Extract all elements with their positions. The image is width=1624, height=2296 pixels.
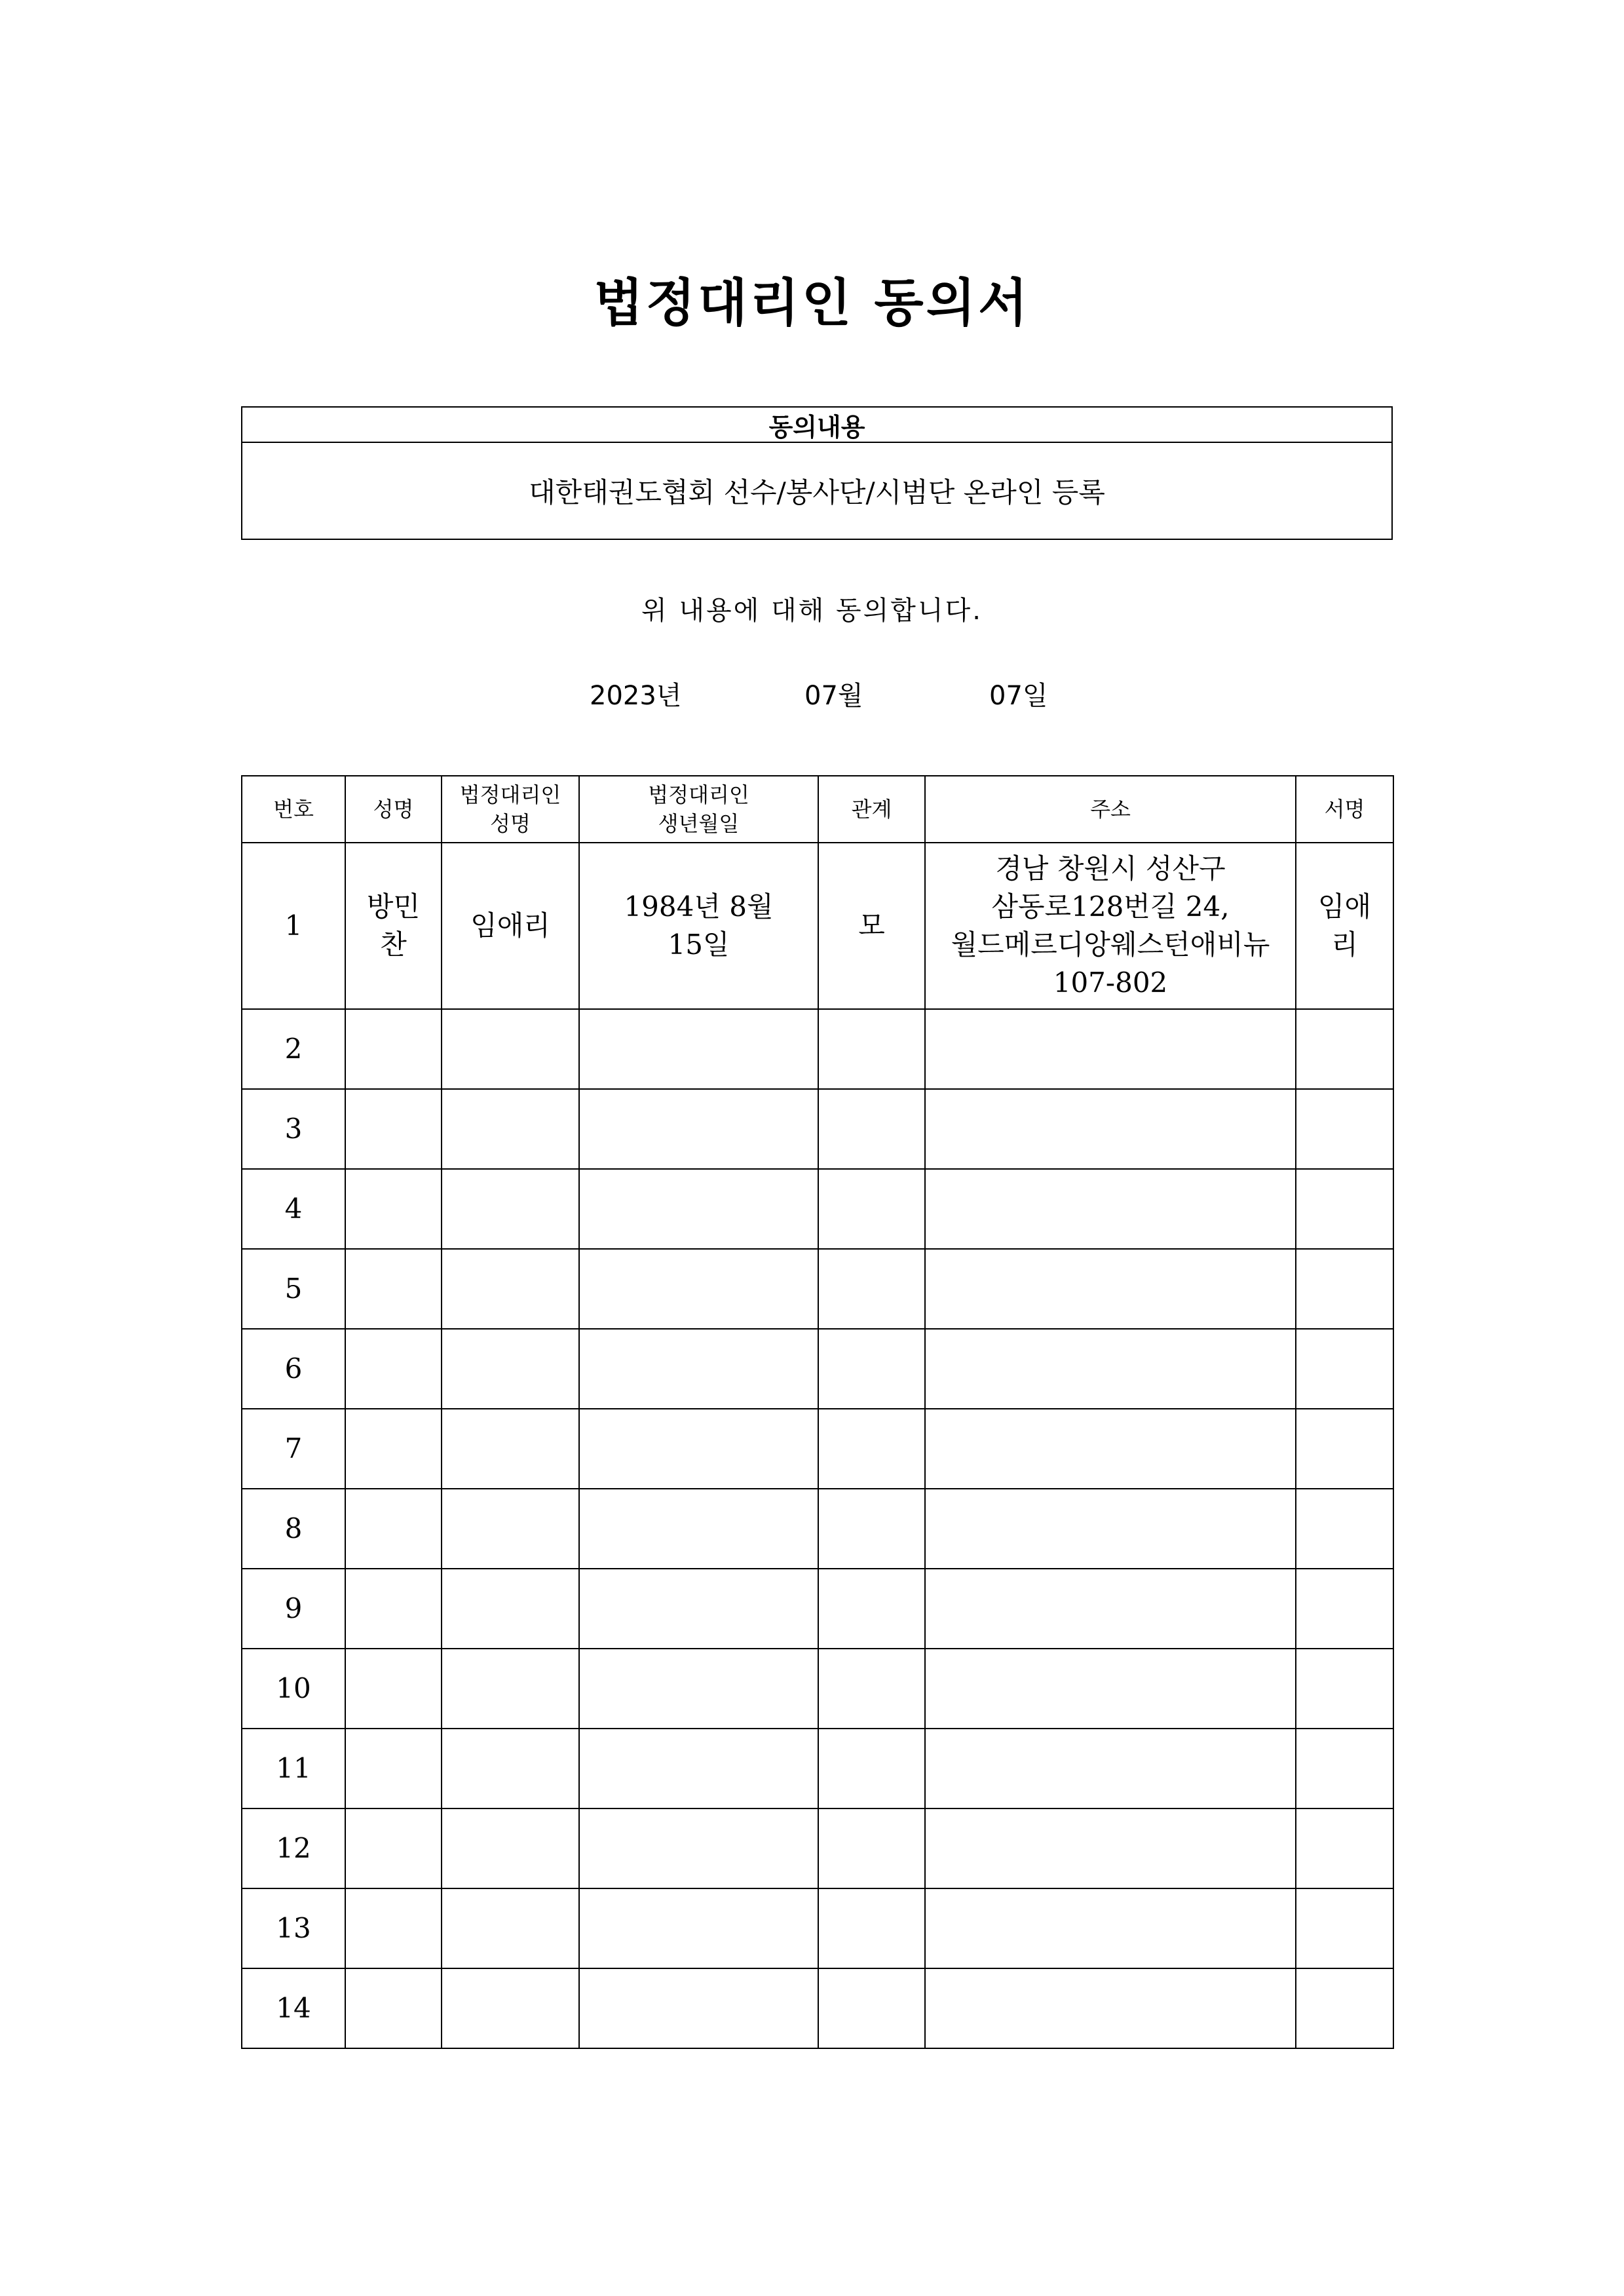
cell-relation bbox=[818, 1888, 925, 1968]
cell-name bbox=[345, 1968, 442, 2048]
cell-guardian-birth bbox=[579, 1808, 818, 1888]
cell-name bbox=[345, 1569, 442, 1649]
date-month: 07월 bbox=[804, 681, 863, 711]
cell-name bbox=[345, 1169, 442, 1249]
cell-address bbox=[925, 1249, 1296, 1329]
cell-guardian-birth bbox=[579, 1649, 818, 1729]
header-relation: 관계 bbox=[818, 776, 925, 843]
cell-no: 12 bbox=[242, 1808, 345, 1888]
cell-guardian-name bbox=[442, 1089, 579, 1169]
header-name: 성명 bbox=[345, 776, 442, 843]
cell-guardian-name bbox=[442, 1249, 579, 1329]
table-row bbox=[242, 1249, 1393, 1329]
date-year: 2023년 bbox=[590, 681, 682, 711]
cell-sign bbox=[1296, 1808, 1393, 1888]
consent-header: 동의내용 bbox=[242, 408, 1391, 443]
cell-no: 7 bbox=[242, 1409, 345, 1489]
table-row bbox=[242, 1089, 1393, 1169]
cell-relation bbox=[818, 1649, 925, 1729]
cell-address bbox=[925, 1089, 1296, 1169]
cell-guardian-birth bbox=[579, 1888, 818, 1968]
cell-address bbox=[925, 1888, 1296, 1968]
cell-relation bbox=[818, 1968, 925, 2048]
cell-guardian-birth bbox=[579, 1409, 818, 1489]
cell-sign bbox=[1296, 1649, 1393, 1729]
table-row bbox=[242, 1569, 1393, 1649]
table-row bbox=[242, 1489, 1393, 1569]
cell-address bbox=[925, 1489, 1296, 1569]
cell-guardian-name bbox=[442, 1329, 579, 1409]
cell-name: 방민 찬 bbox=[345, 843, 442, 1009]
cell-no: 11 bbox=[242, 1729, 345, 1808]
header-guardian-name: 법정대리인 성명 bbox=[442, 776, 579, 843]
table-row bbox=[242, 843, 1393, 1009]
cell-guardian-name bbox=[442, 1009, 579, 1089]
cell-relation bbox=[818, 1249, 925, 1329]
cell-guardian-birth bbox=[579, 1968, 818, 2048]
cell-address bbox=[925, 1808, 1296, 1888]
header-sign: 서명 bbox=[1296, 776, 1393, 843]
cell-sign bbox=[1296, 1409, 1393, 1489]
table-header-row bbox=[242, 776, 1393, 843]
cell-name bbox=[345, 1409, 442, 1489]
cell-guardian-name bbox=[442, 1729, 579, 1808]
table-row bbox=[242, 1888, 1393, 1968]
cell-sign bbox=[1296, 1888, 1393, 1968]
cell-sign bbox=[1296, 1968, 1393, 2048]
agree-statement: 위 내용에 대해 동의합니다. bbox=[641, 596, 983, 626]
cell-no: 10 bbox=[242, 1649, 345, 1729]
cell-name bbox=[345, 1009, 442, 1089]
cell-relation bbox=[818, 1009, 925, 1089]
cell-name bbox=[345, 1089, 442, 1169]
cell-relation bbox=[818, 1729, 925, 1808]
cell-relation bbox=[818, 1089, 925, 1169]
table-row bbox=[242, 1808, 1393, 1888]
cell-address bbox=[925, 1329, 1296, 1409]
cell-no: 5 bbox=[242, 1249, 345, 1329]
cell-name bbox=[345, 1888, 442, 1968]
cell-sign bbox=[1296, 1569, 1393, 1649]
cell-no: 13 bbox=[242, 1888, 345, 1968]
cell-relation bbox=[818, 1489, 925, 1569]
cell-no: 6 bbox=[242, 1329, 345, 1409]
cell-relation: 모 bbox=[818, 843, 925, 1009]
cell-address bbox=[925, 1569, 1296, 1649]
cell-address bbox=[925, 1169, 1296, 1249]
cell-sign bbox=[1296, 1489, 1393, 1569]
cell-relation bbox=[818, 1808, 925, 1888]
cell-address bbox=[925, 1968, 1296, 2048]
cell-name bbox=[345, 1808, 442, 1888]
cell-sign bbox=[1296, 1249, 1393, 1329]
cell-no: 1 bbox=[242, 843, 345, 1009]
cell-sign: 임애 리 bbox=[1296, 843, 1393, 1009]
cell-no: 9 bbox=[242, 1569, 345, 1649]
cell-relation bbox=[818, 1409, 925, 1489]
cell-sign bbox=[1296, 1729, 1393, 1808]
cell-name bbox=[345, 1649, 442, 1729]
consent-box bbox=[241, 406, 1393, 540]
cell-guardian-birth bbox=[579, 1169, 818, 1249]
cell-address bbox=[925, 1729, 1296, 1808]
cell-address bbox=[925, 1009, 1296, 1089]
cell-sign bbox=[1296, 1009, 1393, 1089]
cell-name bbox=[345, 1489, 442, 1569]
cell-guardian-name bbox=[442, 1409, 579, 1489]
cell-relation bbox=[818, 1169, 925, 1249]
cell-guardian-birth bbox=[579, 1569, 818, 1649]
cell-guardian-birth bbox=[579, 1009, 818, 1089]
table-row bbox=[242, 1968, 1393, 2048]
cell-guardian-birth bbox=[579, 1329, 818, 1409]
cell-guardian-birth bbox=[579, 1249, 818, 1329]
cell-relation bbox=[818, 1329, 925, 1409]
table-row bbox=[242, 1409, 1393, 1489]
table-row bbox=[242, 1009, 1393, 1089]
header-no: 번호 bbox=[242, 776, 345, 843]
cell-guardian-name bbox=[442, 1649, 579, 1729]
cell-guardian-name bbox=[442, 1888, 579, 1968]
cell-address bbox=[925, 1409, 1296, 1489]
cell-guardian-name bbox=[442, 1569, 579, 1649]
cell-guardian-name: 임애리 bbox=[442, 843, 579, 1009]
cell-name bbox=[345, 1249, 442, 1329]
cell-no: 14 bbox=[242, 1968, 345, 2048]
cell-guardian-birth: 1984년 8월 15일 bbox=[579, 843, 818, 1009]
cell-name bbox=[345, 1729, 442, 1808]
cell-sign bbox=[1296, 1169, 1393, 1249]
cell-guardian-name bbox=[442, 1489, 579, 1569]
document-title: 법정대리인 동의서 bbox=[594, 273, 1030, 333]
cell-no: 4 bbox=[242, 1169, 345, 1249]
consent-body: 대한태권도협회 선수/봉사단/시범단 온라인 등록 bbox=[529, 476, 1105, 508]
cell-name bbox=[345, 1329, 442, 1409]
guardian-table bbox=[241, 775, 1394, 2049]
cell-sign bbox=[1296, 1329, 1393, 1409]
table-row bbox=[242, 1729, 1393, 1808]
cell-no: 2 bbox=[242, 1009, 345, 1089]
cell-address: 경남 창원시 성산구 삼동로128번길 24, 월드메르디앙웨스턴애비뉴 107-802 bbox=[925, 843, 1296, 1009]
cell-guardian-birth bbox=[579, 1489, 818, 1569]
table-row bbox=[242, 1169, 1393, 1249]
header-guardian-birth: 법정대리인 생년월일 bbox=[579, 776, 818, 843]
cell-guardian-name bbox=[442, 1968, 579, 2048]
cell-relation bbox=[818, 1569, 925, 1649]
cell-address bbox=[925, 1649, 1296, 1729]
date-day: 07일 bbox=[989, 681, 1048, 711]
header-address: 주소 bbox=[925, 776, 1296, 843]
cell-guardian-birth bbox=[579, 1089, 818, 1169]
table-row bbox=[242, 1649, 1393, 1729]
cell-sign bbox=[1296, 1089, 1393, 1169]
cell-no: 3 bbox=[242, 1089, 345, 1169]
table-row bbox=[242, 1329, 1393, 1409]
cell-guardian-birth bbox=[579, 1729, 818, 1808]
cell-no: 8 bbox=[242, 1489, 345, 1569]
cell-guardian-name bbox=[442, 1808, 579, 1888]
cell-guardian-name bbox=[442, 1169, 579, 1249]
